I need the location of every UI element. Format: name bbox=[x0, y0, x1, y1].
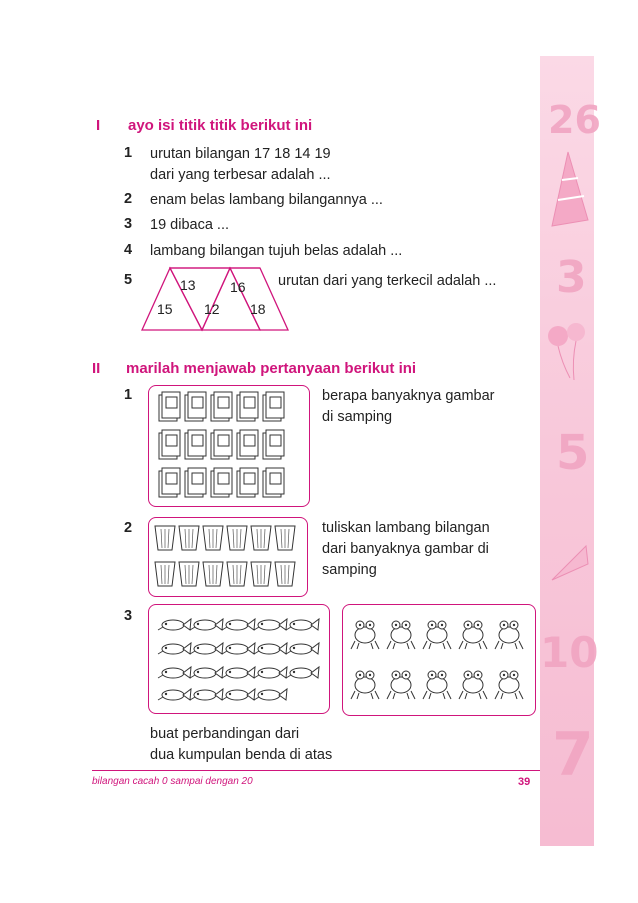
footer-book-title: bilangan cacah 0 sampai dengan 20 bbox=[92, 776, 253, 787]
sidebar-number-5: 5 bbox=[556, 425, 590, 481]
fish-picture-box bbox=[148, 604, 330, 714]
books-picture-box bbox=[148, 385, 310, 507]
item-3-number: 3 bbox=[124, 216, 133, 232]
item-1-text: urutan bilangan 17 18 14 19 bbox=[150, 146, 331, 162]
triangle-number-12: 12 bbox=[204, 301, 220, 317]
section-2-marker: II bbox=[92, 360, 101, 377]
sidebar-number-10: 10 bbox=[540, 628, 599, 677]
question-1-number: 1 bbox=[124, 387, 133, 403]
sidebar-number-26: 26 bbox=[548, 98, 601, 142]
section-1-marker: I bbox=[96, 117, 101, 134]
page-number: 39 bbox=[518, 776, 531, 788]
section-2-title: marilah menjawab pertanyaan berikut ini bbox=[126, 360, 417, 377]
frogs-picture-box bbox=[342, 604, 536, 716]
question-2-number: 2 bbox=[124, 520, 133, 536]
item-2-number: 2 bbox=[124, 191, 133, 207]
triangle-number-18: 18 bbox=[250, 301, 266, 317]
party-horn-icon bbox=[548, 540, 592, 590]
item-3-text: 19 dibaca ... bbox=[150, 217, 229, 233]
balloons-icon bbox=[544, 318, 594, 388]
sidebar-number-3: 3 bbox=[556, 252, 587, 303]
number-triangle-strip bbox=[140, 266, 290, 332]
glasses-icon bbox=[149, 518, 307, 596]
books-icon bbox=[149, 386, 309, 506]
question-3-text: buat perbandingan dari bbox=[150, 726, 300, 742]
question-1-text-cont: di samping bbox=[322, 409, 393, 425]
question-3-text-cont: dua kumpulan benda di atas bbox=[150, 747, 333, 763]
footer-divider bbox=[92, 770, 540, 771]
section-1-title: ayo isi titik titik berikut ini bbox=[128, 117, 313, 134]
triangle-number-16: 16 bbox=[230, 279, 246, 295]
item-2-text: enam belas lambang bilangannya ... bbox=[150, 192, 383, 208]
triangle-number-15: 15 bbox=[157, 301, 173, 317]
item-5-text: urutan dari yang terkecil adalah ... bbox=[278, 273, 497, 289]
question-3-number: 3 bbox=[124, 608, 133, 624]
question-2-text: tuliskan lambang bilangan bbox=[322, 520, 490, 536]
item-4-number: 4 bbox=[124, 242, 133, 258]
question-1-text: berapa banyaknya gambar bbox=[322, 388, 495, 404]
question-2-text-cont: dari banyaknya gambar di bbox=[322, 541, 489, 557]
glasses-picture-box bbox=[148, 517, 308, 597]
sidebar-number-7: 7 bbox=[552, 720, 594, 790]
frog-icon bbox=[343, 605, 535, 715]
item-1-text-cont: dari yang terbesar adalah ... bbox=[150, 167, 331, 183]
fish-icon bbox=[149, 605, 329, 713]
party-hat-icon bbox=[548, 150, 592, 230]
question-2-text-cont2: samping bbox=[322, 562, 377, 578]
item-4-text: lambang bilangan tujuh belas adalah ... bbox=[150, 243, 403, 259]
item-5-number: 5 bbox=[124, 272, 133, 288]
item-1-number: 1 bbox=[124, 145, 133, 161]
triangle-number-13: 13 bbox=[180, 277, 196, 293]
